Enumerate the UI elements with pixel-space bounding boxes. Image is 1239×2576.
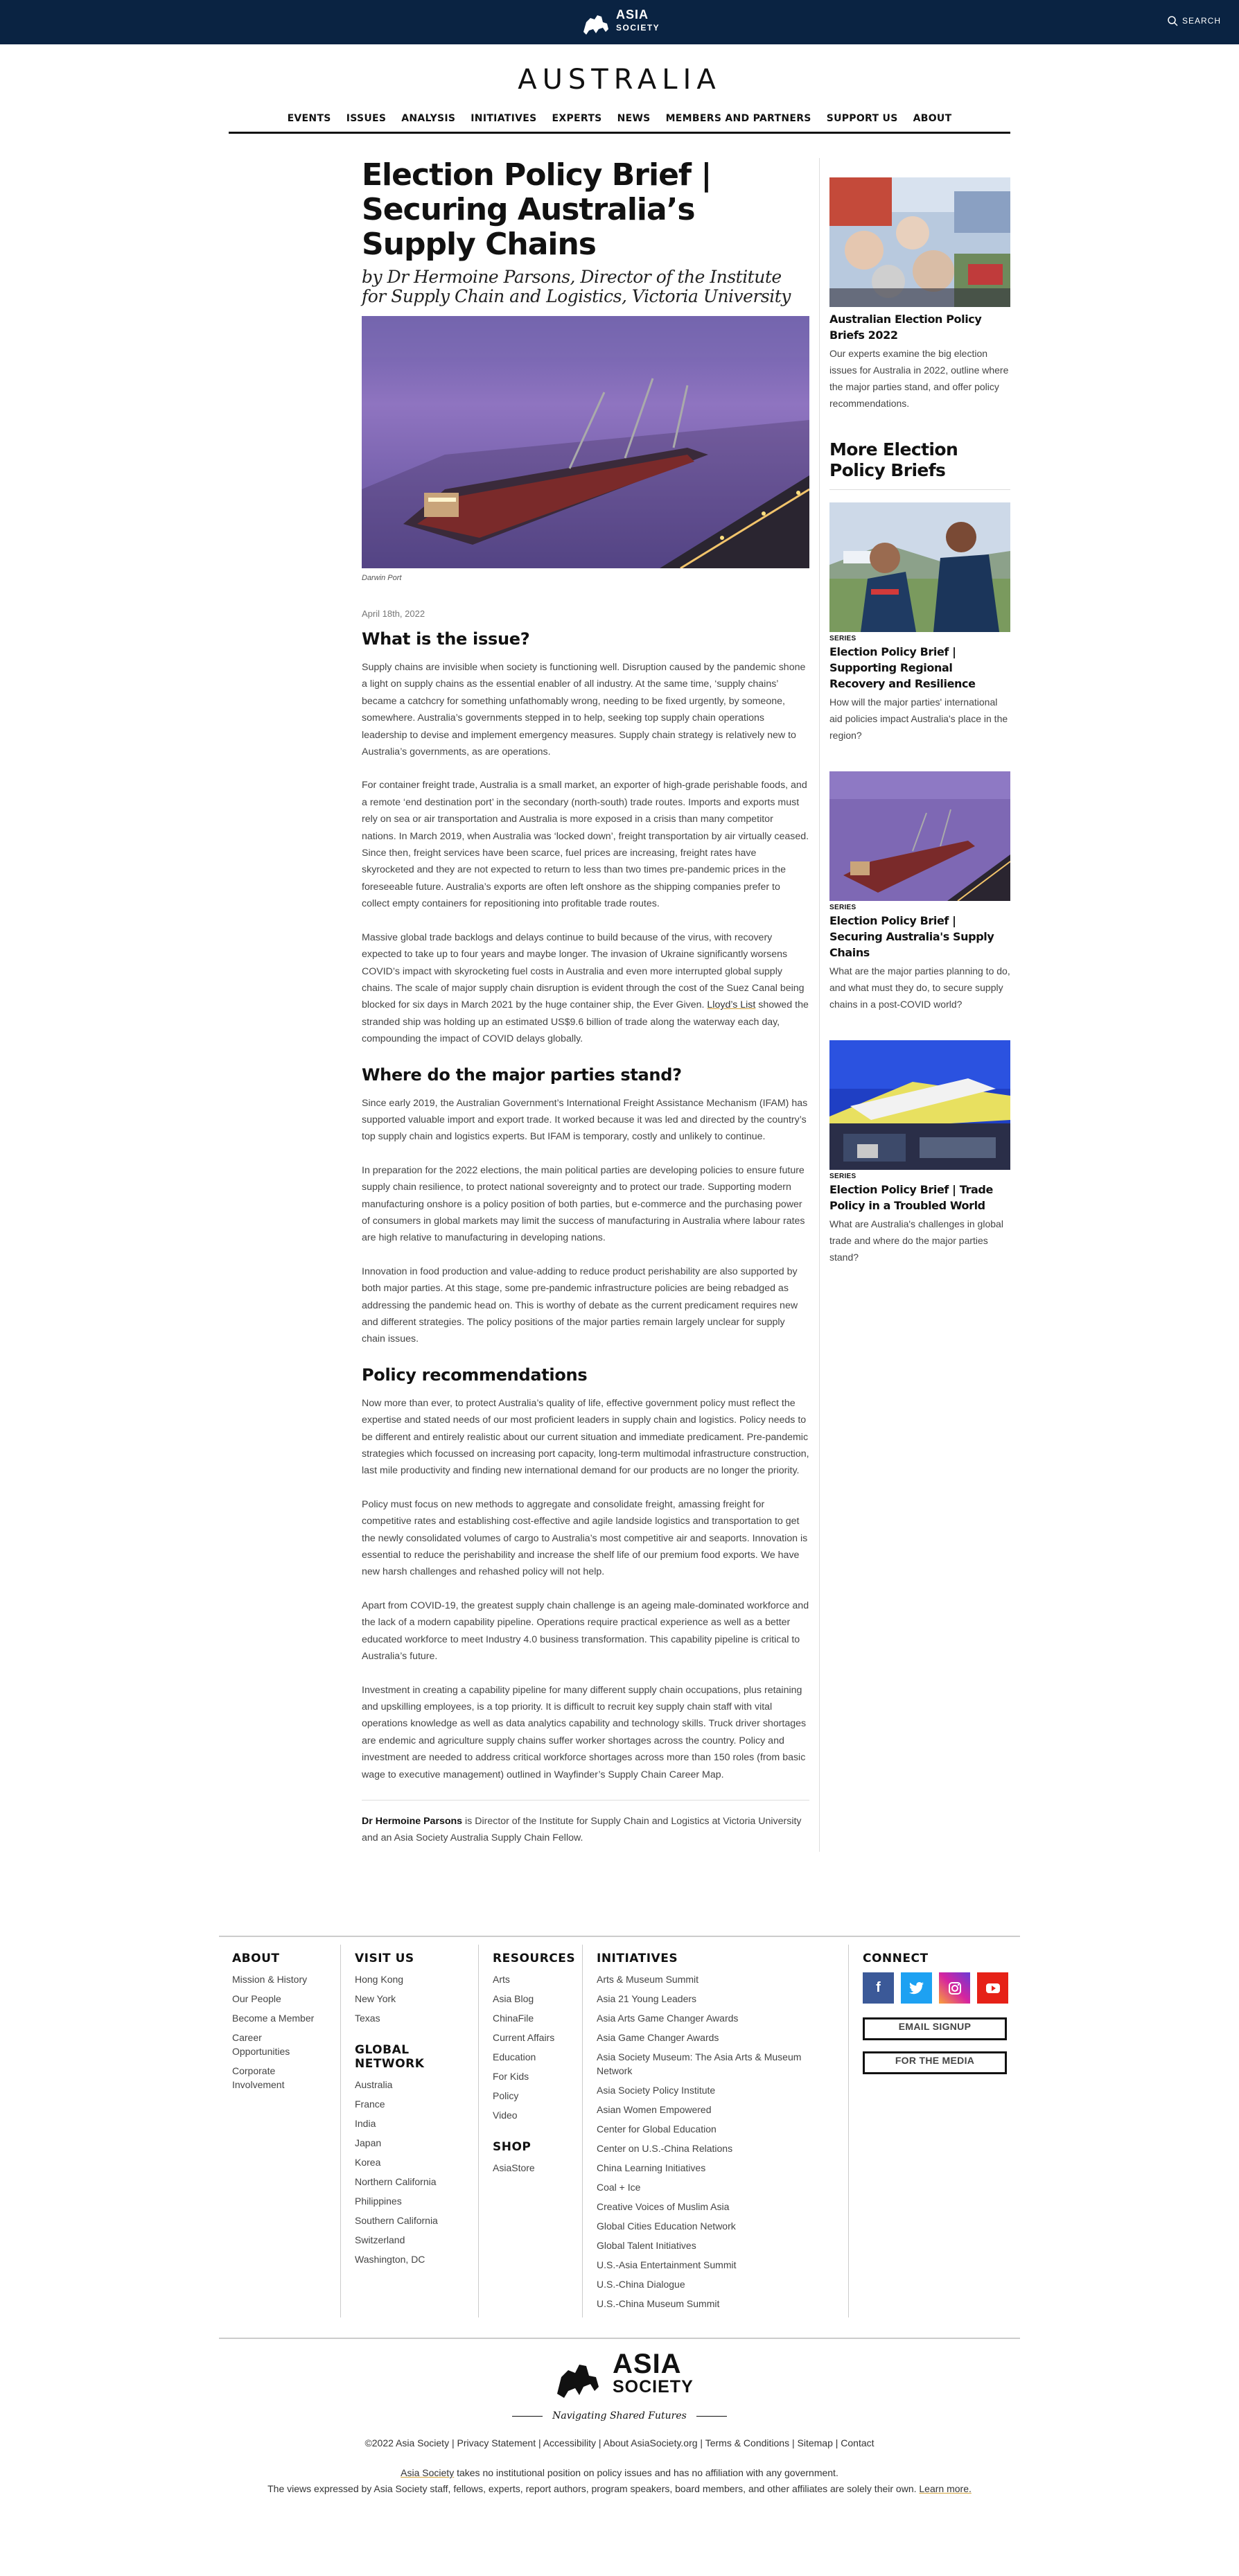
brief-thumbnail-cargo-plane[interactable] <box>829 1040 1010 1170</box>
footer-link[interactable]: Asia Blog <box>493 1993 534 2004</box>
footer-top-rule <box>219 1936 1020 1937</box>
author-name: Dr Hermoine Parsons <box>362 1815 463 1827</box>
footer-link[interactable]: China Learning Initiatives <box>597 2162 706 2173</box>
footer-asia-society-logo[interactable] <box>554 2349 694 2401</box>
footer-heading-connect: CONNECT <box>863 1952 929 1965</box>
footer-link[interactable]: Current Affairs <box>493 2032 555 2043</box>
footer-link[interactable]: Asia Arts Game Changer Awards <box>597 2013 739 2024</box>
footer-link[interactable]: New York <box>355 1993 396 2004</box>
hero-image-caption: Darwin Port <box>362 574 402 582</box>
social-links <box>863 1972 1012 2004</box>
footer-link[interactable]: Asia Society Policy Institute <box>597 2085 716 2096</box>
footer-link[interactable]: Coal + Ice <box>597 2182 641 2193</box>
series-label: SERIES <box>829 1173 856 1180</box>
youtube-icon[interactable] <box>977 1972 1008 2004</box>
footer-link[interactable]: Education <box>493 2051 536 2062</box>
nav-events[interactable]: EVENTS <box>287 113 331 124</box>
logo-wordmark: ASIA SOCIETY <box>616 8 660 33</box>
footer-separator <box>478 1945 479 2317</box>
section-heading: Policy recommendations <box>362 1365 588 1385</box>
brief-card[interactable] <box>829 502 1010 744</box>
series-label: SERIES <box>829 904 856 911</box>
footer-link[interactable]: Washington, DC <box>355 2254 425 2265</box>
nav-initiatives[interactable]: INITIATIVES <box>471 113 537 124</box>
footer-tagline: Navigating Shared Futures <box>0 2410 1239 2421</box>
paragraph: Massive global trade backlogs and delays continue to build because of the virus, with recovery expected to take up to four years and maybe longer. The invasion of Ukraine significantly worsens COVID’s impact with skyrocketing fuel costs in Australia and even more interrupted global supply chains. The scale of major supply chain disruption is evident through the cost of the Suez Canal being blocked for six days in March 2021 by the huge container ship, the Ever Given. Lloyd’s List showed the stranded ship was holding up an estimated US$9.6 billion of trade along the waterway each day, compounding the impact of COVID delays globally. <box>362 931 809 1045</box>
footer-logo-text-1: ASIA <box>613 2349 682 2379</box>
brief-card-description: What are the major parties planning to do, and what must they do, to secure supply chains in a post-COVID world? <box>829 965 1010 1010</box>
footer-link[interactable]: U.S.-China Dialogue <box>597 2279 685 2290</box>
footer-link[interactable]: Global Talent Initiatives <box>597 2240 696 2251</box>
footer-heading-visit: VISIT US <box>355 1952 414 1965</box>
footer-col-initiatives <box>597 1952 825 2316</box>
footer-link[interactable]: Japan <box>355 2137 382 2148</box>
top-bar <box>0 0 1239 44</box>
footer-link[interactable]: ChinaFile <box>493 2013 534 2024</box>
footer-col-about <box>232 1952 336 2097</box>
brief-card[interactable] <box>829 771 1010 1013</box>
footer-link[interactable]: For Kids <box>493 2071 529 2082</box>
nav-divider <box>229 132 1010 134</box>
paragraph: Apart from COVID-19, the greatest supply chain challenge is an ageing male-dominated workforce and the lack of a modern capability pipeline. Operations require practical experience as well as a better educated workforce to meet Industry 4.0 business transformation. This capability pipeline is critical to Australia’s future. <box>362 1600 809 1663</box>
asia-society-link[interactable]: Asia Society <box>401 2467 455 2478</box>
feature-card-title[interactable]: Australian Election Policy Briefs 2022 <box>829 313 982 342</box>
footer-link[interactable]: Arts <box>493 1974 510 1985</box>
lloyds-list-link[interactable]: Lloyd’s List <box>707 999 756 1011</box>
footer-disclaimer: Asia Society takes no institutional position on policy issues and has no affiliation with any government. The views expressed by Asia Society staff, fellows, experts, report authors, program speakers, board members, and other affiliates are solely their own. Learn more. <box>267 2467 972 2494</box>
nav-issues[interactable]: ISSUES <box>346 113 387 124</box>
for-the-media-button[interactable]: FOR THE MEDIA <box>863 2051 1007 2074</box>
footer-link[interactable]: Become a Member <box>232 2013 315 2024</box>
author-bio: Dr Hermoine Parsons is Director of the Institute for Supply Chain and Logistics at Victoria University and an Asia Society Australia Supply Chain Fellow. <box>362 1815 802 1844</box>
footer-heading-global: GLOBAL NETWORK <box>355 2043 425 2071</box>
footer-link[interactable]: India <box>355 2118 376 2129</box>
paragraph: Policy must focus on new methods to aggregate and consolidate freight, amassing freight for competitive rates and establishing cost-effective and agile landside logistics and transportation to get the newly consolidated volumes of cargo to Australia’s most competitive air and seaports. Innovation is essential to reduce the perishability and increase the shelf life of our premium food exports. We have new harsh challenges and rehashed policy will not help. <box>362 1498 808 1578</box>
footer-link[interactable]: Center on U.S.-China Relations <box>597 2143 733 2154</box>
paragraph: Investment in creating a capability pipeline for many different supply chain occupations, plus retaining and upskilling employees, is a top priority. It is difficult to recruit key supply chain staff with vital operations knowledge as well as data analytics capability and technology skills. Truck driver shortages are endemic and agriculture supply chains suffer worker shortages across the country. Policy and investment are needed to address critical workforce shortages across more than 150 roles (from basic wage to executive management) outlined in Wayfinder’s Supply Chain Career Map. <box>362 1684 807 1780</box>
article <box>362 158 809 1864</box>
article-byline: by Dr Hermoine Parsons, Director of the Institute for Supply Chain and Logistics, Victoria University <box>362 267 791 306</box>
footer-link[interactable]: Hong Kong <box>355 1974 404 1985</box>
footer-link[interactable]: Video <box>493 2110 518 2121</box>
section-heading: Where do the major parties stand? <box>362 1064 682 1085</box>
footer-link[interactable]: Center for Global Education <box>597 2123 717 2135</box>
footer-link[interactable]: Asia 21 Young Leaders <box>597 1993 697 2004</box>
footer-col-visit <box>355 1952 473 2272</box>
footer-link[interactable]: AsiaStore <box>493 2162 535 2173</box>
feature-card-description: Our experts examine the big election issues for Australia in 2022, outline where the major parties stand, and offer policy recommendations. <box>829 348 1009 409</box>
paragraph: For container freight trade, Australia is a small market, an exporter of high-grade perishable foods, and a remote ‘end destination port’ in the secondary (north-south) trade routes. Imports and exports must rely on sea or air transportation and Australia is more exposed in a crisis than many competitor nations. In March 2019, when Australia was ‘locked down’, freight transportation by air virtually ceased. Since then, freight services have been scarce, fuel prices are increasing, freight rates have skyrocketed and they are not expected to return to less than two times pre-pandemic prices in the foreseeable future. Australia’s exports are often left onshore as the shipping companies prefer to collect empty containers for repositioning into profitable trade routes. <box>362 780 809 910</box>
footer-separator <box>848 1945 849 2317</box>
footer-link[interactable]: Australia <box>355 2079 393 2090</box>
brief-card-description: What are Australia's challenges in global trade and where do the major parties stand? <box>829 1218 1003 1263</box>
footer-link[interactable]: Switzerland <box>355 2234 405 2245</box>
footer-link[interactable]: France <box>355 2099 385 2110</box>
footer-col-resources <box>493 1952 576 2180</box>
footer-heading-shop: SHOP <box>493 2140 531 2154</box>
twitter-icon[interactable] <box>901 1972 932 2004</box>
footer-heading-about: ABOUT <box>232 1952 280 1965</box>
article-title: Election Policy Brief | Securing Australia’s Supply Chains <box>362 157 712 262</box>
section-heading: What is the issue? <box>362 629 530 649</box>
footer-heading-initiatives: INITIATIVES <box>597 1952 678 1965</box>
brief-card-description: How will the major parties' international aid policies impact Australia's place in the region? <box>829 696 1008 741</box>
footer-link[interactable]: Asian Women Empowered <box>597 2104 712 2115</box>
article-date: April 18th, 2022 <box>362 608 425 619</box>
hero-image-port <box>362 316 809 568</box>
series-label: SERIES <box>829 635 856 642</box>
sidebar <box>829 177 1010 1293</box>
brief-card-title[interactable]: Election Policy Brief | Securing Australia's Supply Chains <box>829 914 994 959</box>
nav-news[interactable]: NEWS <box>617 113 651 124</box>
nav-support-us[interactable]: SUPPORT US <box>826 113 898 124</box>
brief-thumbnail-aid-workers[interactable] <box>829 502 1010 632</box>
footer-link[interactable]: U.S.-Asia Entertainment Summit <box>597 2259 737 2270</box>
search-icon <box>1167 15 1178 26</box>
nav-analysis[interactable]: ANALYSIS <box>401 113 456 124</box>
sidebar-feature-card[interactable] <box>829 177 1010 412</box>
footer-link[interactable]: Arts & Museum Summit <box>597 1974 699 1985</box>
footer-link[interactable]: Northern California <box>355 2176 437 2187</box>
footer-link[interactable]: Mission & History <box>232 1974 308 1985</box>
nav-experts[interactable]: EXPERTS <box>552 113 602 124</box>
brief-thumbnail-port[interactable] <box>829 771 1010 901</box>
footer-logo-text-2: SOCIETY <box>613 2377 694 2397</box>
paragraph: Innovation in food production and value-adding to reduce product perishability are also supported by both major parties. At this stage, some pre-pandemic infrastructure policies are being rebadged as addressing the pandemic head on. This is worthy of debate as the current predicament requires new and different strategies. The policy positions of the major parties remain largely unclear for supply chain issues. <box>362 1265 798 1345</box>
footer-separator <box>340 1945 341 2317</box>
footer-link[interactable]: Texas <box>355 2013 380 2024</box>
footer-link[interactable]: Global Cities Education Network <box>597 2220 736 2232</box>
country-title[interactable]: AUSTRALIA <box>518 64 721 96</box>
footer-col-connect <box>863 1952 1012 2080</box>
footer-heading-resources: RESOURCES <box>493 1952 576 1965</box>
feature-thumbnail-collage[interactable] <box>829 177 1010 307</box>
learn-more-link[interactable]: Learn more. <box>919 2483 972 2494</box>
brief-card[interactable] <box>829 1040 1010 1265</box>
paragraph: Supply chains are invisible when society is functioning well. Disruption caused by the pandemic shone a light on supply chains as the essential enabler of all industry. At the same time, ‘supply chains’ became a catchcry for something unfathomably wrong, needing to be fixed urgently, by someone, somewhere. Australia’s governments stepped in to help, seeking top supply chain operations leadership to devise and implement emergency measures. Supply chain strategy is relatively new to Australia’s governments, as are operations. <box>362 662 806 758</box>
footer-legal-links[interactable]: ©2022 Asia Society | Privacy Statement | Accessibility | About AsiaSociety.org | Terms & Conditions | Sitemap | Contact <box>364 2437 875 2448</box>
footer-bottom-rule <box>219 2338 1020 2339</box>
more-briefs-heading: More Election Policy Briefs <box>829 439 1010 490</box>
paragraph: Since early 2019, the Australian Government’s International Freight Assistance Mechanism (IFAM) has supported valuable import and export trade. It worked because it was led and directed by the country’s top supply chain and logistics experts. But IFAM is temporary, costly and unlikely to continue. <box>362 1097 808 1143</box>
footer-link[interactable]: Asia Society Museum: The Asia Arts & Museum Network <box>597 2051 802 2076</box>
search-label: SEARCH <box>1182 16 1222 26</box>
footer-link[interactable]: Korea <box>355 2157 381 2168</box>
paragraph: Now more than ever, to protect Australia’s quality of life, effective government policy must reflect the expertise and stated needs of our most proficient leaders in supply chain and logistics. Policy needs to be different and entirely realistic about our current situation and immediate predicament. Pre-pandemic strategies which focussed on increasing port capacity, long-term multimodal infrastructure construction, last mile productivity and finding new international demand for our products are no longer the priority. <box>362 1397 809 1477</box>
footer-link[interactable]: Corporate Involvement <box>232 2065 285 2090</box>
brief-card-title[interactable]: Election Policy Brief | Supporting Regional Recovery and Resilience <box>829 645 976 690</box>
instagram-icon[interactable] <box>939 1972 970 2004</box>
nav-about[interactable]: ABOUT <box>913 113 952 124</box>
nav-members-and-partners[interactable]: MEMBERS AND PARTNERS <box>665 113 811 124</box>
footer-link[interactable]: Southern California <box>355 2215 438 2226</box>
email-signup-button[interactable]: EMAIL SIGNUP <box>863 2017 1007 2040</box>
paragraph: In preparation for the 2022 elections, the main political parties are developing policies to ensure future supply chain resilience, to protect national sovereignty and to protect our trade. Supporting modern manufacturing onshore is a policy position of both parties, but e-commerce and the purchasing power of consumers in global markets may limit the success of manufacturing in Australia where labour rates are high relative to manufacturing in developing nations. <box>362 1164 805 1244</box>
column-divider <box>819 158 820 1852</box>
brief-card-title[interactable]: Election Policy Brief | Trade Policy in a Troubled World <box>829 1183 993 1212</box>
facebook-icon[interactable]: f <box>863 1972 894 2004</box>
footer-link[interactable]: Creative Voices of Muslim Asia <box>597 2201 730 2212</box>
footer-link[interactable]: Career Opportunities <box>232 2032 290 2057</box>
footer-link[interactable]: Asia Game Changer Awards <box>597 2032 719 2043</box>
footer-link[interactable]: Policy <box>493 2090 519 2101</box>
footer-link[interactable]: Our People <box>232 1993 281 2004</box>
footer-separator <box>582 1945 583 2317</box>
search-button[interactable] <box>1167 15 1221 26</box>
footer-link[interactable]: Philippines <box>355 2196 402 2207</box>
main-nav <box>229 113 1010 124</box>
footer-link[interactable]: U.S.-China Museum Summit <box>597 2298 720 2309</box>
